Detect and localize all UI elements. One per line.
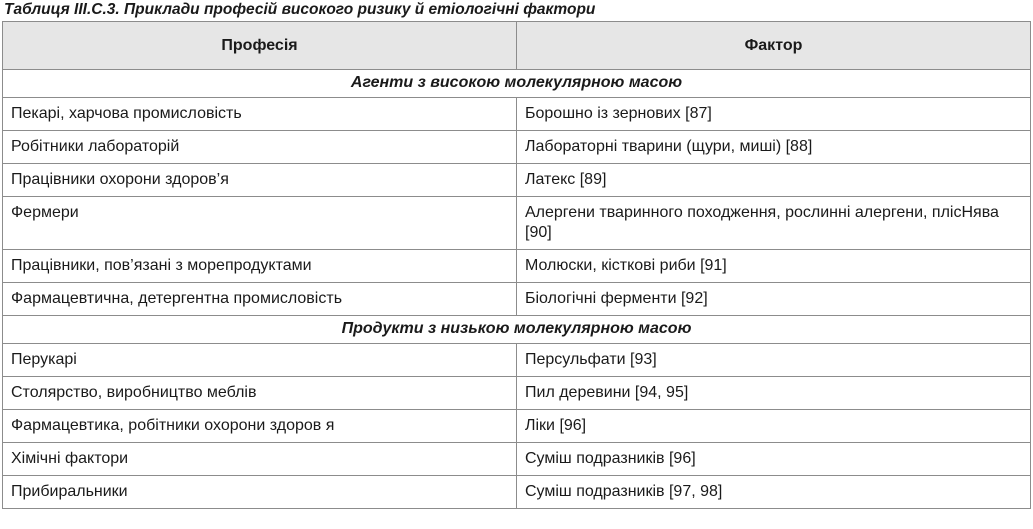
table-row [3,344,1031,377]
profession-cell: Столярство, виробництво меблів [3,377,517,410]
section-heading-row [3,316,1031,344]
factor-cell: Ліки [96] [517,410,1031,443]
profession-cell: Робітники лабораторій [3,131,517,164]
table-row [3,476,1031,509]
profession-cell: Хімічні фактори [3,443,517,476]
table-row [3,443,1031,476]
profession-cell: Перукарі [3,344,517,377]
factor-cell: Пил деревини [94, 95] [517,377,1031,410]
profession-cell: Фермери [3,197,517,250]
table-row [3,410,1031,443]
section-heading-row [3,70,1031,98]
section-title-low-molecular: Продукти з низькою молекулярною масою [3,316,1031,344]
profession-cell: Працівники, пов’язані з морепродуктами [3,250,517,283]
table-row [3,377,1031,410]
occupations-table [2,21,1031,509]
column-header-profession: Професія [3,22,517,70]
table-row [3,164,1031,197]
profession-cell: Фармацевтична, детергентна промисловість [3,283,517,316]
table-caption: Таблиця III.С.3. Приклади професій високого ризику й етіологічні фактори [4,1,596,18]
factor-cell: Алергени тваринного походження, рослинні алергени, плісНява [90] [517,197,1031,250]
factor-cell: Лабораторні тварини (щури, миші) [88] [517,131,1031,164]
factor-cell: Суміш подразників [97, 98] [517,476,1031,509]
profession-cell: Фармацевтика, робітники охорони здоров я [3,410,517,443]
column-header-factor: Фактор [517,22,1031,70]
table-row [3,197,1031,250]
table-row [3,98,1031,131]
table-row [3,131,1031,164]
factor-cell: Борошно із зернових [87] [517,98,1031,131]
factor-cell: Латекс [89] [517,164,1031,197]
table-row [3,283,1031,316]
header-row [3,22,1031,70]
table-row [3,250,1031,283]
profession-cell: Пекарі, харчова промисловість [3,98,517,131]
factor-cell: Персульфати [93] [517,344,1031,377]
factor-cell: Молюски, кісткові риби [91] [517,250,1031,283]
factor-cell: Суміш подразників [96] [517,443,1031,476]
profession-cell: Прибиральники [3,476,517,509]
factor-cell: Біологічні ферменти [92] [517,283,1031,316]
section-title-high-molecular: Агенти з високою молекулярною масою [3,70,1031,98]
profession-cell: Працівники охорони здоров’я [3,164,517,197]
